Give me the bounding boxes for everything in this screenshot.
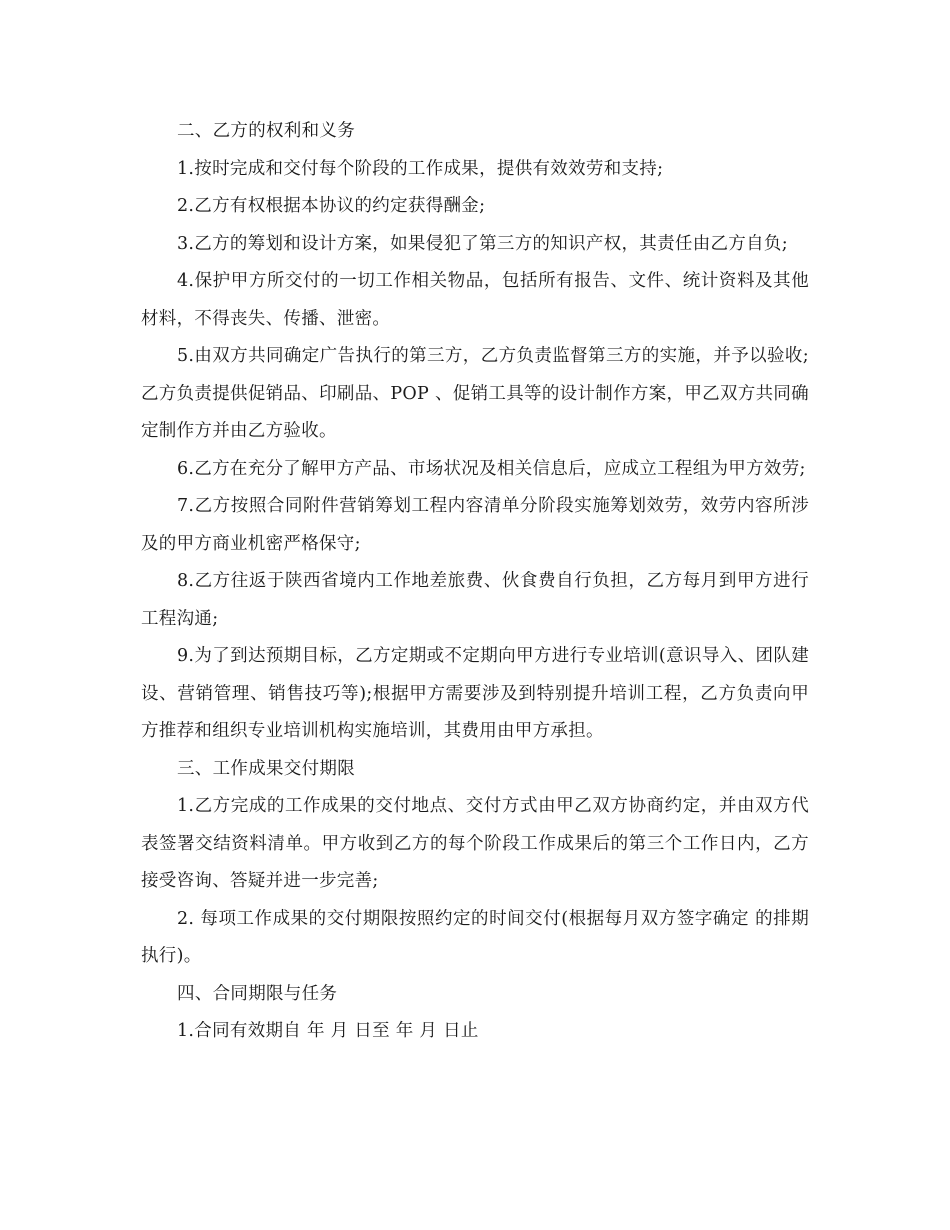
clause-2-9: 9.为了到达预期目标，乙方定期或不定期向甲方进行专业培训(意识导入、团队建设、营销管理、销售技巧等);根据甲方需要涉及到特别提升培训工程，乙方负责向甲方推荐和组织专业培训机构实施培训，其费用由甲方承担。 [141,646,809,741]
section-heading-delivery-deadline: 三、工作成果交付期限 [177,758,355,779]
clause-2-6: 6.乙方在充分了解甲方产品、市场状况及相关信息后，应成立工程组为甲方效劳; [177,458,806,479]
clause-2-3: 3.乙方的筹划和设计方案，如果侵犯了第三方的知识产权，其责任由乙方自负; [177,233,788,254]
clause-2-5: 5.由双方共同确定广告执行的第三方，乙方负责监督第三方的实施，并予以验收;乙方负责提供促销品、印刷品、POP 、促销工具等的设计制作方案，甲乙双方共同确定制作方并由乙方验收。 [141,346,809,441]
clause-2-7: 7.乙方按照合同附件营销筹划工程内容清单分阶段实施筹划效劳，效劳内容所涉及的甲方商业机密严格保守; [141,496,809,554]
clause-3-1: 1.乙方完成的工作成果的交付地点、交付方式由甲乙双方协商约定，并由双方代表签署交结资料清单。甲方收到乙方的每个阶段工作成果后的第三个工作日内，乙方接受咨询、答疑并进一步完善; [141,796,809,891]
clause-4-1: 1.合同有效期自 年 月 日至 年 月 日止 [177,1021,479,1041]
clause-2-2: 2.乙方有权根据本协议的约定获得酬金; [177,196,486,216]
clause-2-8: 8.乙方往返于陕西省境内工作地差旅费、伙食费自行负担，乙方每月到甲方进行工程沟通; [141,571,809,629]
document-body [141,113,809,1051]
clause-2-1: 1.按时完成和交付每个阶段的工作成果，提供有效效劳和支持; [177,158,664,179]
section-heading-rights-obligations: 二、乙方的权利和义务 [177,121,355,141]
clause-2-4: 4.保护甲方所交付的一切工作相关物品，包括所有报告、文件、统计资料及其他材料，不得丧失、传播、泄密。 [141,271,809,329]
section-heading-contract-term: 四、合同期限与任务 [177,983,338,1004]
clause-3-2: 2. 每项工作成果的交付期限按照约定的时间交付(根据每月双方签字确定 的排期执行)。 [141,908,809,966]
